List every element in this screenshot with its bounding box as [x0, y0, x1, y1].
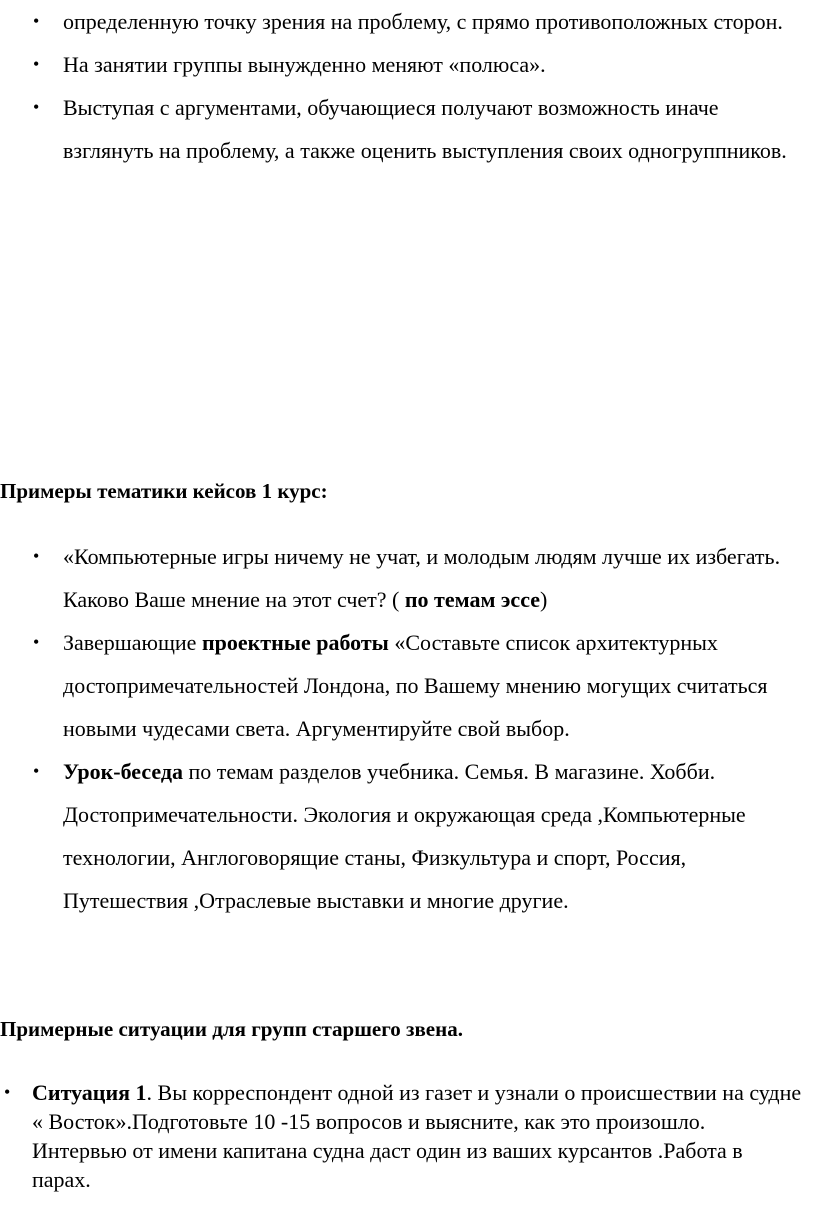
list-item-bold-text: по темам эссе [404, 587, 540, 612]
list-item-bold-text: Ситуация 1 [32, 1080, 147, 1105]
list-item-tail-text: ) [540, 587, 548, 612]
first-year-bullet-list [33, 535, 803, 922]
senior-bullet-list [4, 1078, 802, 1194]
list-item [4, 1078, 802, 1194]
bullet-icon: • [33, 54, 40, 74]
list-item-bold-text: Урок-беседа [63, 759, 183, 784]
bullet-icon: • [33, 761, 40, 781]
list-item [33, 621, 803, 750]
list-item [33, 0, 803, 43]
list-item-text: «Составьте список архитектурных достопримечательностей Лондона, по Вашему мнению могущих считаться новыми чудесами света. Аргументируйте свой выбор. [63, 630, 768, 741]
bullet-icon: • [33, 632, 40, 652]
list-item-text: определенную точку зрения на проблему, с прямо противоположных сторон. [63, 9, 783, 34]
list-item [33, 535, 803, 621]
list-item-text: по темам разделов учебника. Семья. В магазине. Хобби. Достопримечательности. Экология и окружающая среда ,Компьютерные технологии, Англоговорящие станы, Физкультура и спорт, Россия, Путешествия ,Отраслевые выставки и многие другие. [63, 759, 746, 913]
bullet-icon: • [33, 97, 40, 117]
bullet-icon: • [33, 546, 40, 566]
list-item-text: Выступая с аргументами, обучающиеся получают возможность иначе взглянуть на проблему, а также оценить выступления своих одногруппников. [63, 95, 787, 163]
bullet-icon: • [33, 11, 40, 31]
list-item-text: На занятии группы вынужденно меняют «полюса». [63, 52, 546, 77]
section-heading-senior: Примерные ситуации для групп старшего звена. [0, 1017, 463, 1041]
list-item [33, 43, 803, 86]
section-heading-first-year: Примеры тематики кейсов 1 курс: [0, 479, 328, 503]
list-item-text: . Вы корреспондент одной из газет и узнали о происшествии на судне « Восток».Подготовьте 10 -15 вопросов и выясните, как это произошло. Интервью от имени капитана судна даст один из ваших курсантов .Работа в парах. [32, 1080, 802, 1192]
list-item-bold-text: проектные работы [201, 630, 389, 655]
intro-bullet-list [33, 0, 803, 172]
list-item-prefix-text: Завершающие [63, 630, 202, 655]
list-item [33, 86, 803, 172]
list-item [33, 750, 803, 922]
list-item-text: «Компьютерные игры ничему не учат, и молодым людям лучше их избегать. Каково Ваше мнение на этот счет? ( [63, 544, 781, 612]
bullet-icon: • [4, 1082, 11, 1102]
